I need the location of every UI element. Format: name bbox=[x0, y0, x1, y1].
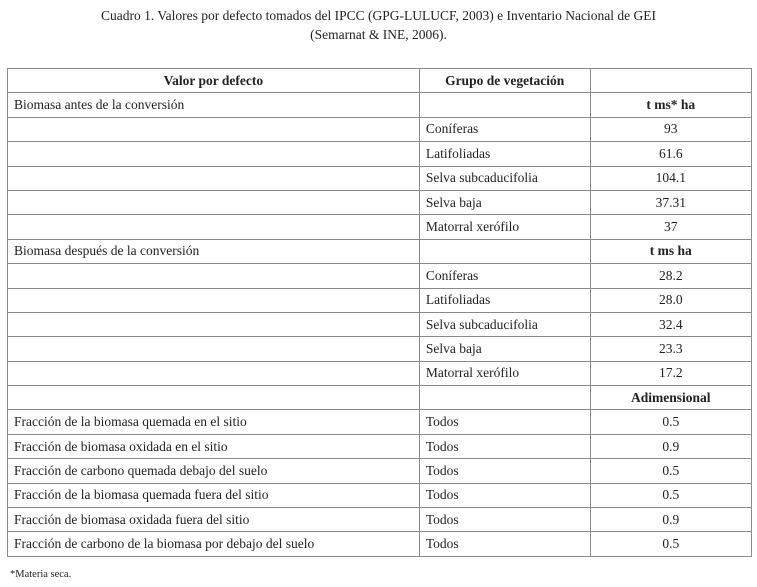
empty-cell bbox=[419, 239, 590, 263]
value-cell: 37 bbox=[590, 215, 751, 239]
table-row bbox=[8, 459, 752, 483]
value-cell: 61.6 bbox=[590, 142, 751, 166]
table-caption bbox=[0, 6, 757, 44]
section-row-adimensional bbox=[8, 386, 752, 410]
unit-label: t ms ha bbox=[590, 239, 751, 263]
vegetation-group: Todos bbox=[419, 483, 590, 507]
caption-line-1: Cuadro 1. Valores por defecto tomados del IPCC (GPG-LULUCF, 2003) e Inventario Nacional de GEI bbox=[100, 8, 657, 23]
empty-cell bbox=[419, 93, 590, 117]
table-row bbox=[8, 483, 752, 507]
vegetation-group: Todos bbox=[419, 532, 590, 556]
table-row bbox=[8, 410, 752, 434]
empty-cell bbox=[8, 215, 420, 239]
section-row-biomasa-despues bbox=[8, 239, 752, 263]
value-cell: 0.5 bbox=[590, 410, 751, 434]
caption-line-2: (Semarnat & INE, 2006). bbox=[310, 27, 447, 42]
empty-cell bbox=[419, 386, 590, 410]
value-cell: 0.5 bbox=[590, 459, 751, 483]
empty-cell bbox=[8, 288, 420, 312]
vegetation-group: Matorral xerófilo bbox=[419, 361, 590, 385]
empty-cell bbox=[8, 264, 420, 288]
value-cell: 0.9 bbox=[590, 508, 751, 532]
value-cell: 17.2 bbox=[590, 361, 751, 385]
unit-label: Adimensional bbox=[590, 386, 751, 410]
table-row bbox=[8, 532, 752, 556]
empty-cell bbox=[8, 117, 420, 141]
vegetation-group: Latifoliadas bbox=[419, 288, 590, 312]
value-cell: 0.5 bbox=[590, 483, 751, 507]
table-row bbox=[8, 117, 752, 141]
vegetation-group: Todos bbox=[419, 459, 590, 483]
empty-cell bbox=[8, 190, 420, 214]
section-title: Biomasa después de la conversión bbox=[8, 239, 420, 263]
table-row bbox=[8, 288, 752, 312]
header-grupo-vegetacion: Grupo de vegetación bbox=[419, 69, 590, 93]
fraction-label: Fracción de biomasa oxidada en el sitio bbox=[8, 434, 420, 458]
vegetation-group: Todos bbox=[419, 434, 590, 458]
vegetation-group: Todos bbox=[419, 508, 590, 532]
empty-cell bbox=[8, 386, 420, 410]
header-valor-por-defecto: Valor por defecto bbox=[8, 69, 420, 93]
footnote: *Materia seca. bbox=[10, 569, 72, 580]
empty-cell bbox=[8, 166, 420, 190]
table-row bbox=[8, 142, 752, 166]
vegetation-group: Coníferas bbox=[419, 117, 590, 141]
fraction-label: Fracción de la biomasa quemada fuera del sitio bbox=[8, 483, 420, 507]
table-row bbox=[8, 215, 752, 239]
vegetation-group: Selva subcaducifolia bbox=[419, 312, 590, 336]
fraction-label: Fracción de carbono quemada debajo del suelo bbox=[8, 459, 420, 483]
vegetation-group: Matorral xerófilo bbox=[419, 215, 590, 239]
section-row-biomasa-antes bbox=[8, 93, 752, 117]
table-row bbox=[8, 166, 752, 190]
table-row bbox=[8, 337, 752, 361]
empty-cell bbox=[8, 312, 420, 336]
vegetation-group: Selva baja bbox=[419, 190, 590, 214]
empty-cell bbox=[8, 142, 420, 166]
table-row bbox=[8, 434, 752, 458]
vegetation-group: Latifoliadas bbox=[419, 142, 590, 166]
section-title: Biomasa antes de la conversión bbox=[8, 93, 420, 117]
value-cell: 93 bbox=[590, 117, 751, 141]
empty-cell bbox=[8, 361, 420, 385]
value-cell: 28.2 bbox=[590, 264, 751, 288]
empty-cell bbox=[8, 337, 420, 361]
vegetation-group: Todos bbox=[419, 410, 590, 434]
table-row bbox=[8, 508, 752, 532]
value-cell: 32.4 bbox=[590, 312, 751, 336]
value-cell: 23.3 bbox=[590, 337, 751, 361]
value-cell: 0.9 bbox=[590, 434, 751, 458]
fraction-label: Fracción de la biomasa quemada en el sitio bbox=[8, 410, 420, 434]
vegetation-group: Selva subcaducifolia bbox=[419, 166, 590, 190]
table-header-row bbox=[8, 69, 752, 93]
header-value bbox=[590, 69, 751, 93]
table-row bbox=[8, 361, 752, 385]
table-row bbox=[8, 264, 752, 288]
value-cell: 28.0 bbox=[590, 288, 751, 312]
unit-label: t ms* ha bbox=[590, 93, 751, 117]
table-row bbox=[8, 312, 752, 336]
fraction-label: Fracción de carbono de la biomasa por debajo del suelo bbox=[8, 532, 420, 556]
value-cell: 104.1 bbox=[590, 166, 751, 190]
vegetation-group: Selva baja bbox=[419, 337, 590, 361]
fraction-label: Fracción de biomasa oxidada fuera del sitio bbox=[8, 508, 420, 532]
default-values-table bbox=[7, 68, 752, 557]
value-cell: 0.5 bbox=[590, 532, 751, 556]
value-cell: 37.31 bbox=[590, 190, 751, 214]
vegetation-group: Coníferas bbox=[419, 264, 590, 288]
table-row bbox=[8, 190, 752, 214]
